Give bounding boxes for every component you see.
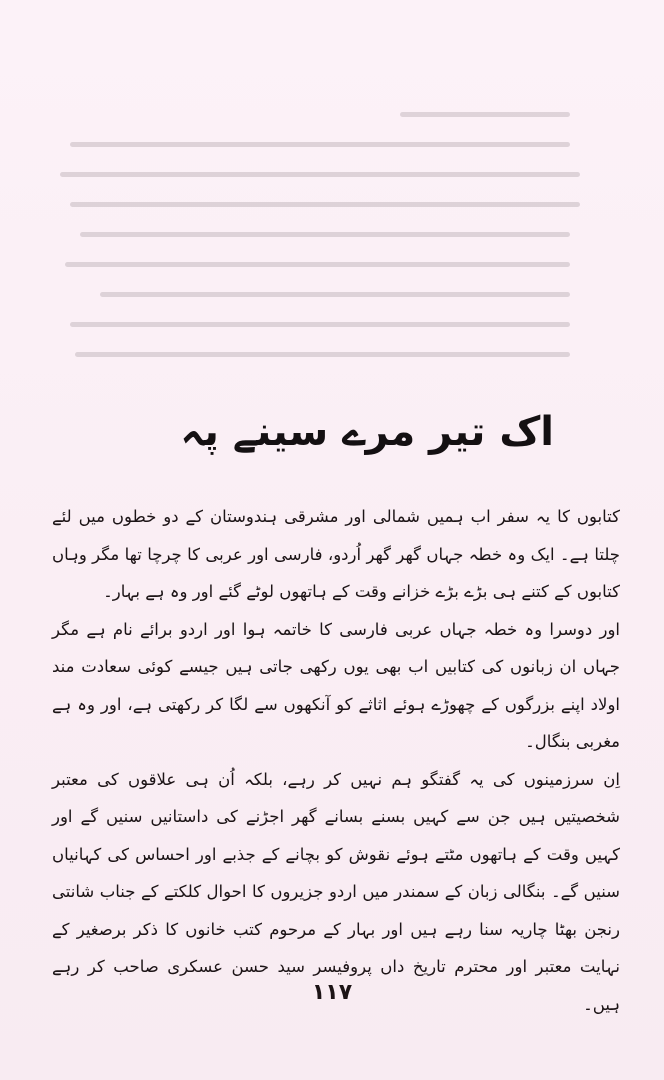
bleed-through-text [40, 100, 630, 370]
chapter-title: اک تیر مرے سینے پہ [180, 409, 554, 455]
chapter-body [52, 498, 620, 1023]
paragraph-2: اور دوسرا وہ خطہ جہاں عربی فارسی کا خاتمہ ہوا اور اردو برائے نام ہے مگر جہاں ان زبانوں کی کتابیں اب بھی یوں رکھی جاتی ہیں جیسے کوئی سعادت مند اولاد اپنے بزرگوں کے چھوڑے ہوئے اثاثے کو آنکھوں سے لگا کر رکھتی ہے، اور وہ ہے مغربی بنگال۔ [52, 619, 620, 751]
paragraph-3: اِن سرزمینوں کی یہ گفتگو ہم نہیں کر رہے، بلکہ اُن ہی علاقوں کی معتبر شخصیتیں ہیں جن سے کہیں بسنے بسانے گھر اجڑنے کی داستانیں سنیں گے اور کہیں وقت کے ہاتھوں مٹتے ہوئے نقوش کو بچانے کے جذبے اور احساس کی کہانیاں سنیں گے۔ بنگالی زبان کے سمندر میں اردو جزیروں کا احوال کلکتے کے جناب شانتی رنجن بھٹا چاریہ سنا رہے ہیں اور بہار کے مرحوم کتب خانوں کا ذکر برصغیر کے نہایت معتبر اور محترم تاریخ داں پروفیسر سید حسن عسکری صاحب کر رہے ہیں۔ [52, 769, 620, 1014]
page-number: ۱۱۷ [311, 980, 353, 1005]
paragraph-1: کتابوں کا یہ سفر اب ہمیں شمالی اور مشرقی ہندوستان کے دو خطوں میں لئے چلتا ہے۔ ایک وہ خطہ جہاں گھر گھر اُردو، فارسی اور عربی کا چرچا تھا مگر وہاں کتابوں کے کتنے ہی بڑے بڑے خزانے وقت کے ہاتھوں لوٹے گئے اور وہ ہے بہار۔ [52, 507, 620, 601]
